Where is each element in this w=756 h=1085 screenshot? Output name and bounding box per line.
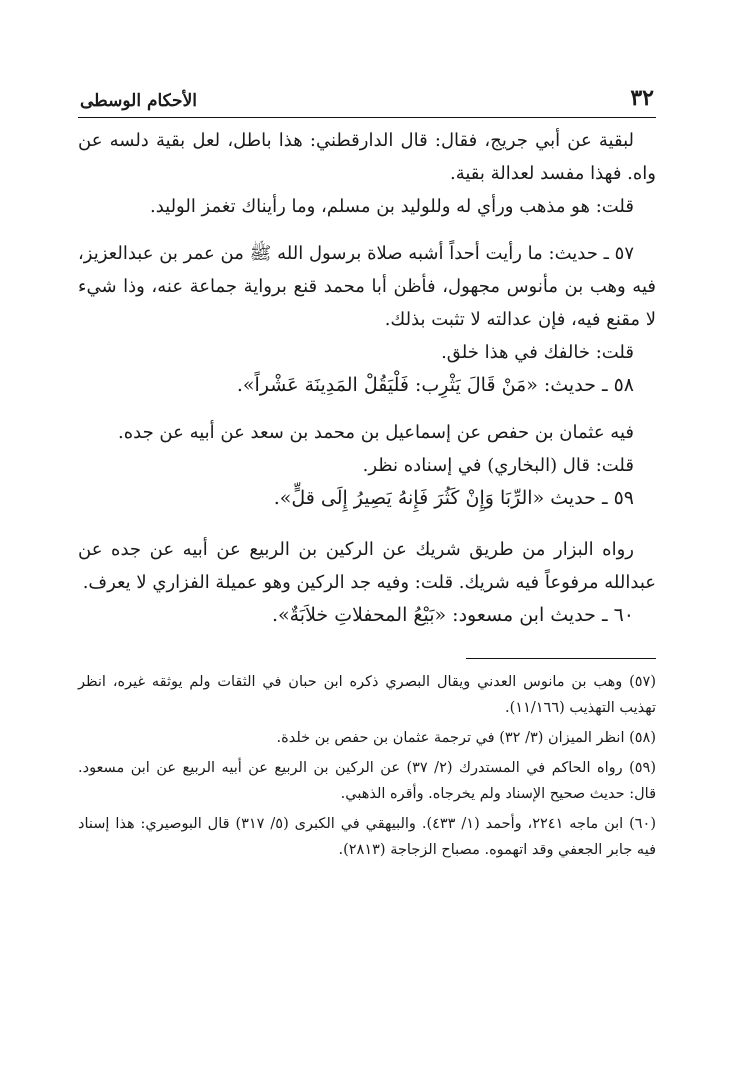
body-paragraph: قلت: خالفك في هذا خلق. bbox=[441, 342, 634, 363]
footnote: (٥٩) رواه الحاكم في المستدرك (٢/ ٣٧) عن الركين بن الربيع عن أبيه الربيع عن ابن مسعود. قال: حديث صحيح الإسناد ولم يخرجاه. وأقره الذهبي. bbox=[78, 760, 656, 802]
body-paragraph: رواه البزار من طريق شريك عن الركين بن الربيع عن أبيه عن جده عن عبدالله مرفوعاً فيه شريك. قلت: وفيه جد الركين وهو عميلة الفزاري لا يعرف. bbox=[78, 539, 656, 593]
footnotes bbox=[78, 669, 656, 863]
body-paragraph: لبقية عن أبي جريج، فقال: قال الدارقطني: هذا باطل، لعل بقية دلسه عن واه. فهذا مفسد لعدالة بقية. bbox=[78, 130, 656, 184]
footnote: (٥٨) انظر الميزان (٣/ ٣٢) في ترجمة عثمان بن حفص بن خلدة. bbox=[276, 730, 656, 746]
footnote-divider bbox=[466, 658, 656, 659]
running-title: الأحكام الوسطى bbox=[80, 91, 197, 111]
footnote: (٦٠) ابن ماجه ٢٢٤١، وأحمد (١/ ٤٣٣). والبيهقي في الكبرى (٥/ ٣١٧) قال البوصيري: هذا إسناد فيه جابر الجعفي وقد اتهموه. مصباح الزجاجة (٢٨١٣). bbox=[78, 816, 657, 858]
book-page bbox=[78, 78, 656, 1038]
page-number: ٣٢ bbox=[630, 85, 654, 111]
hadith-paragraph: ٥٩ ـ حديث «الرِّبَا وَإِنْ كَثُرَ فَإِنهُ يَصِيرُ إِلَى قلٍّ». bbox=[273, 487, 634, 509]
footnote: (٥٧) وهب بن مانوس العدني ويقال البصري ذكره ابن حبان في الثقات ولم يوثقه غيره، انظر تهذيب التهذيب (١١/١٦٦). bbox=[78, 674, 656, 716]
body-paragraph: قلت: هو مذهب ورأي له وللوليد بن مسلم، وما رأيناك تغمز الوليد. bbox=[149, 196, 634, 217]
body-paragraph: قلت: قال (البخاري) في إسناده نظر. bbox=[362, 455, 634, 476]
body-paragraph: فيه عثمان بن حفص عن إسماعيل بن محمد بن سعد عن أبيه عن جده. bbox=[117, 422, 634, 443]
hadith-paragraph: ٥٧ ـ حديث: ما رأيت أحداً أشبه صلاة برسول الله ﷺ من عمر بن عبدالعزيز، فيه وهب بن مأنوس مجهول، فأظن أبا محمد قنع برواية جماعة عنه، وذا شيء لا مقنع فيه، فإن عدالته لا تثبت بذلك. bbox=[78, 243, 656, 330]
hadith-paragraph: ٥٨ ـ حديث: «مَنْ قَالَ يَثْرِب: فَلْيَقُلْ المَدِينَة عَشْراً». bbox=[236, 374, 634, 396]
hadith-paragraph: ٦٠ ـ حديث ابن مسعود: «بَيْعُ المحفلاتِ خلاَبَةٌ». bbox=[271, 604, 634, 626]
page-header bbox=[78, 78, 656, 118]
main-text bbox=[78, 124, 656, 632]
